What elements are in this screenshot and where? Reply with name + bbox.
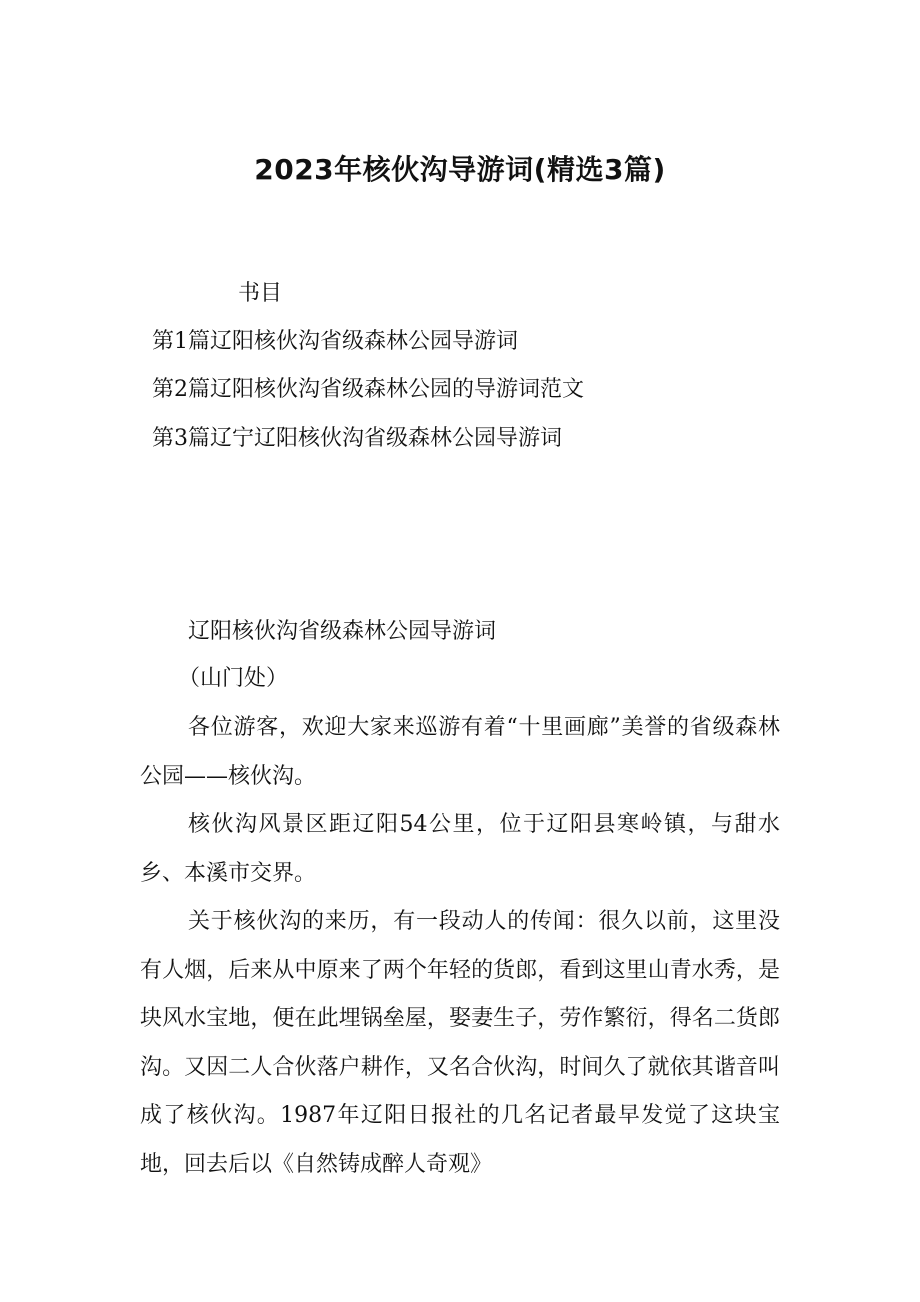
toc-heading: 书目 — [238, 281, 283, 306]
location-note: （山门处） — [178, 666, 289, 691]
document-title: 2023年核伙沟导游词(精选3篇) — [254, 153, 666, 186]
toc-item: 第2篇辽阳核伙沟省级森林公园的导游词范文 — [152, 377, 584, 402]
body-paragraph: 关于核伙沟的来历，有一段动人的传闻：很久以前，这里没有人烟，后来从中原来了两个年轻的货郎，看到这里山青水秀，是块风水宝地，便在此埋锅垒屋，娶妻生子，劳作繁衍，得名二货郎沟。又因二人合伙落户耕作，又名合伙沟，时间久了就依其谐音叫成了核伙沟。1987年辽阳日报社的几名记者最早发觉了这块宝地，回去后以《自然铸成醉人奇观》 — [140, 909, 780, 1177]
toc-item: 第3篇辽宁辽阳核伙沟省级森林公园导游词 — [152, 426, 562, 451]
section-title: 辽阳核伙沟省级森林公园导游词 — [188, 619, 497, 644]
toc-item: 第1篇辽阳核伙沟省级森林公园导游词 — [152, 329, 518, 354]
body-paragraph: 核伙沟风景区距辽阳54公里，位于辽阳县寒岭镇，与甜水乡、本溪市交界。 — [140, 812, 780, 886]
body-paragraph: 各位游客，欢迎大家来巡游有着“十里画廊”美誉的省级森林公园——核伙沟。 — [140, 715, 780, 789]
